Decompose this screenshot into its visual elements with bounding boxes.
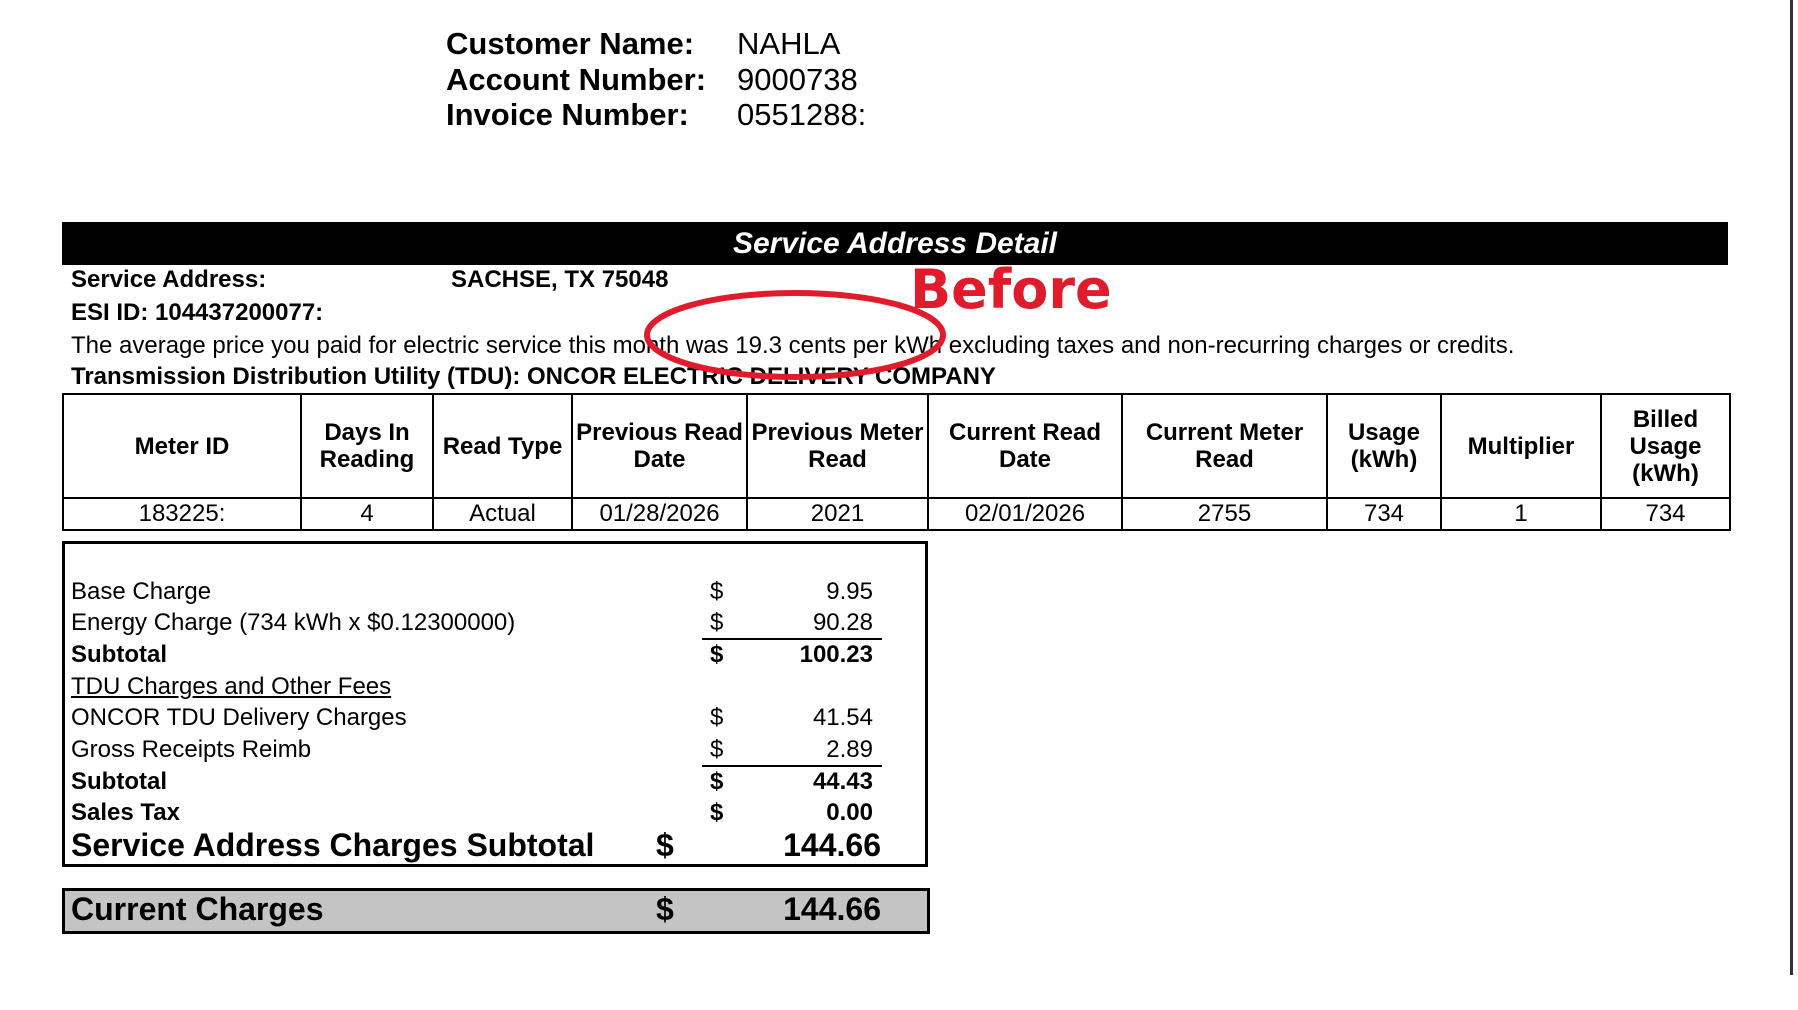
subtotal-2-label: Subtotal <box>71 768 167 795</box>
energy-charge-amount: 90.28 <box>812 609 873 636</box>
cell-multiplier: 1 <box>1441 498 1601 530</box>
average-price-text: The average price you paid for electric service this month was 19.3 cents per kWh excluding taxes and non-recurring charges or credits. <box>71 332 1515 359</box>
subtotal-2-amount: 44.43 <box>812 768 873 795</box>
invoice-number-value: 0551288: <box>737 97 867 132</box>
gross-receipts-label: Gross Receipts Reimb <box>71 736 312 763</box>
subtotal-1-dollar: $ <box>710 641 724 668</box>
header-current-read-date: Current Read Date <box>928 394 1122 498</box>
account-number-label: Account Number: <box>446 62 707 97</box>
current-charges-dollar: $ <box>656 891 674 927</box>
header-meter-id: Meter ID <box>63 394 301 498</box>
cell-meter-id: 183225: <box>63 498 301 530</box>
sales-tax-amount: 0.00 <box>826 799 873 826</box>
base-charge-dollar: $ <box>710 578 724 605</box>
cell-current-read-date: 02/01/2026 <box>928 498 1122 530</box>
sales-tax-label: Sales Tax <box>71 799 180 826</box>
customer-name-label: Customer Name: <box>446 26 695 61</box>
current-charges-amount: 144.66 <box>783 891 881 927</box>
header-usage-kwh: Usage (kWh) <box>1327 394 1441 498</box>
meter-table <box>62 393 1731 531</box>
cell-days-in-reading: 4 <box>301 498 433 530</box>
customer-name-value: NAHLA <box>737 26 841 61</box>
esi-id: ESI ID: 104437200077: <box>71 299 324 326</box>
base-charge-amount: 9.95 <box>826 578 873 605</box>
tdu-text: Transmission Distribution Utility (TDU): ONCOR ELECTRIC DELIVERY COMPANY <box>71 363 996 390</box>
subtotal-1-amount: 100.23 <box>799 641 873 668</box>
header-previous-read-date: Previous Read Date <box>572 394 747 498</box>
page-edge-divider <box>1790 0 1793 975</box>
header-days-in-reading: Days In Reading <box>301 394 433 498</box>
subtotal-2-dollar: $ <box>710 768 724 795</box>
table-row <box>63 498 1730 530</box>
header-multiplier: Multiplier <box>1441 394 1601 498</box>
oncor-tdu-dollar: $ <box>710 704 724 731</box>
service-address-subtotal-label: Service Address Charges Subtotal <box>71 827 595 863</box>
base-charge-label: Base Charge <box>71 578 212 605</box>
current-charges-label: Current Charges <box>71 891 324 927</box>
gross-receipts-dollar: $ <box>710 736 724 763</box>
header-current-meter-read: Current Meter Read <box>1122 394 1327 498</box>
oncor-tdu-label: ONCOR TDU Delivery Charges <box>71 704 407 731</box>
cell-usage-kwh: 734 <box>1327 498 1441 530</box>
subtotal-rule-1 <box>702 638 882 640</box>
header-read-type: Read Type <box>433 394 572 498</box>
oncor-tdu-amount: 41.54 <box>812 704 873 731</box>
service-address-subtotal-dollar: $ <box>656 827 674 863</box>
service-address-detail-banner: Service Address Detail <box>62 222 1728 265</box>
header-billed-usage: Billed Usage (kWh) <box>1601 394 1730 498</box>
meter-table-header-row <box>63 394 1730 498</box>
red-circle-annotation <box>640 285 950 385</box>
before-annotation: Before <box>910 258 1112 321</box>
sales-tax-dollar: $ <box>710 799 724 826</box>
service-address-label: Service Address: <box>71 266 267 293</box>
cell-previous-meter-read: 2021 <box>747 498 928 530</box>
service-address-value: SACHSE, TX 75048 <box>451 266 669 293</box>
cell-read-type: Actual <box>433 498 572 530</box>
cell-previous-read-date: 01/28/2026 <box>572 498 747 530</box>
energy-charge-dollar: $ <box>710 609 724 636</box>
cell-current-meter-read: 2755 <box>1122 498 1327 530</box>
subtotal-1-label: Subtotal <box>71 641 167 668</box>
tdu-charges-heading: TDU Charges and Other Fees <box>71 673 392 700</box>
header-previous-meter-read: Previous Meter Read <box>747 394 928 498</box>
invoice-number-label: Invoice Number: <box>446 97 689 132</box>
account-number-value: 9000738 <box>737 62 858 97</box>
energy-charge-label: Energy Charge (734 kWh x $0.12300000) <box>71 609 516 636</box>
service-address-subtotal-amount: 144.66 <box>783 827 881 863</box>
cell-billed-usage: 734 <box>1601 498 1730 530</box>
subtotal-rule-2 <box>702 765 882 767</box>
gross-receipts-amount: 2.89 <box>826 736 873 763</box>
